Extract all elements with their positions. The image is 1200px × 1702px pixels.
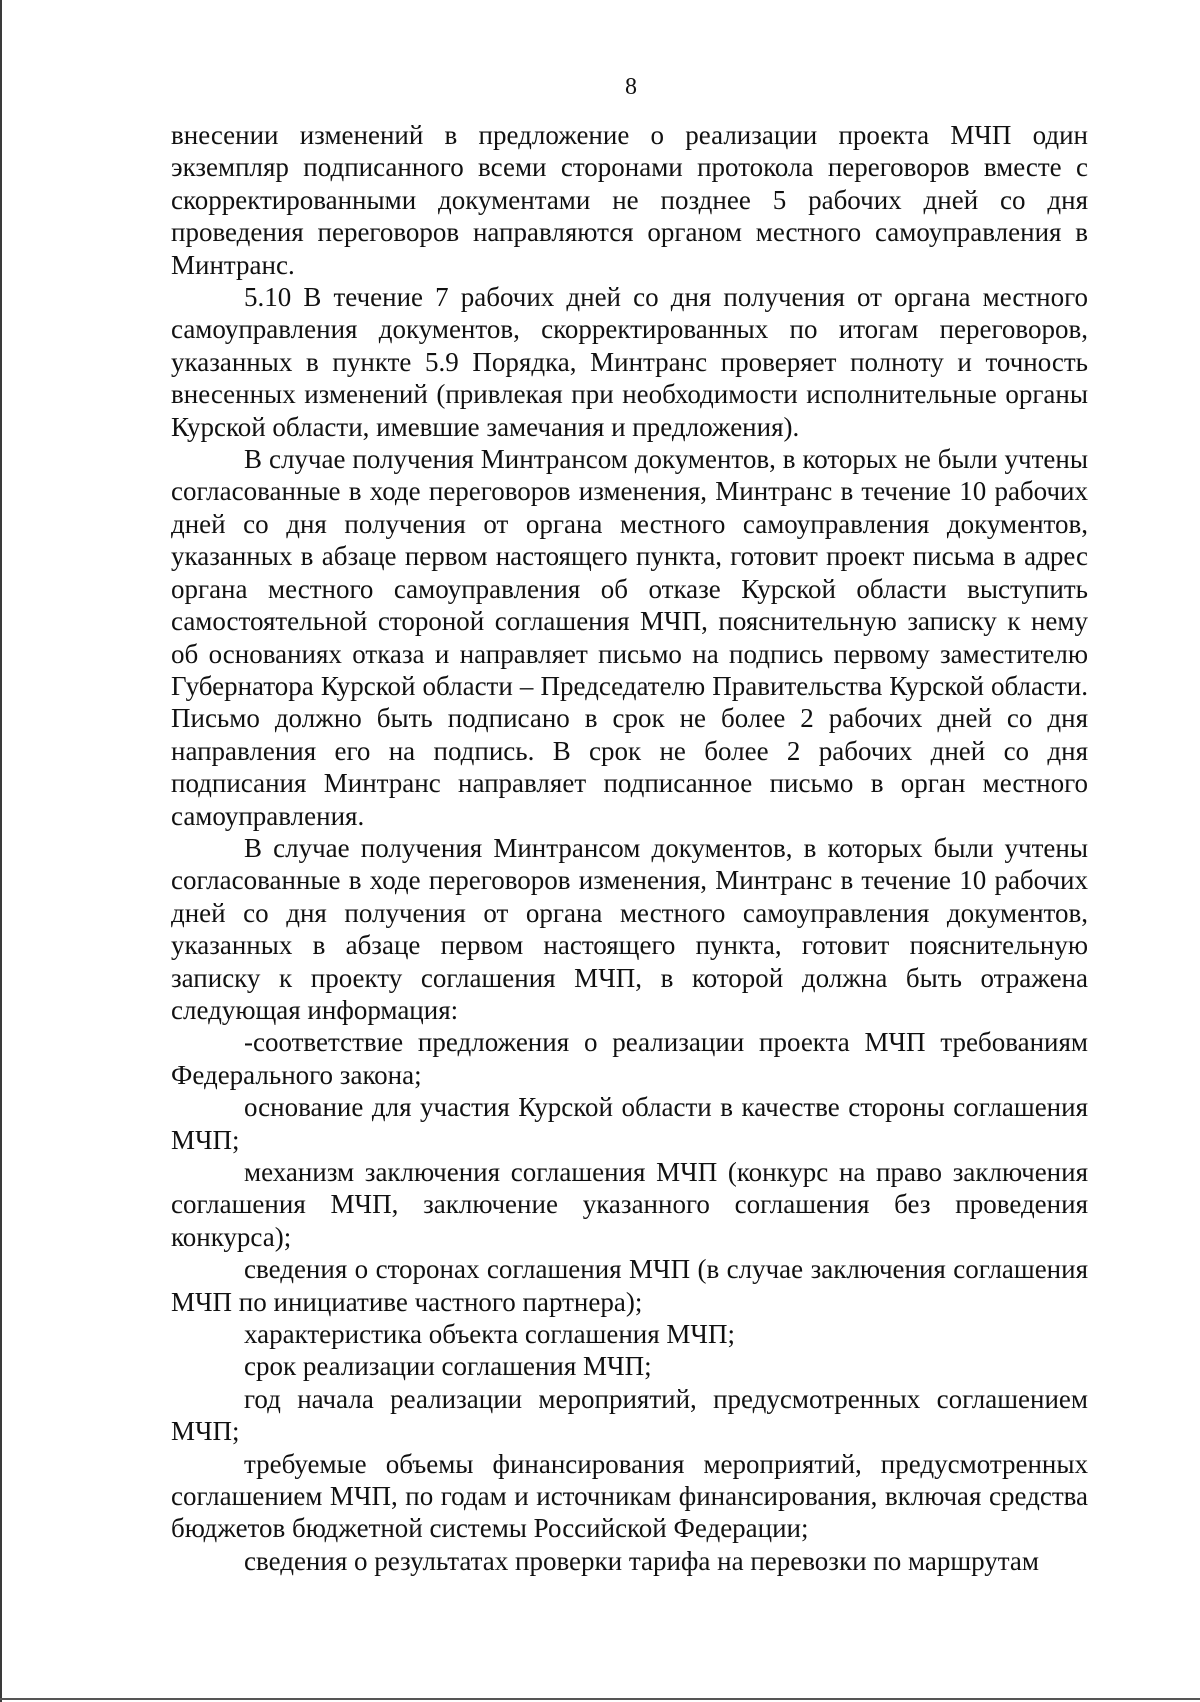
document-text — [171, 119, 1088, 1577]
list-item-term: срок реализации соглашения МЧП; — [244, 1351, 652, 1382]
paragraph-refusal-case: В случае получения Минтрансом документов, в которых не были учтены согласованные в ходе переговоров изменения, Минтранс в течение 10 рабочих дней со дня получения от органа местного самоуправления документов, указанных в абзаце первом настоящего пункта, готовит проект письма в адрес органа местного самоуправления об отказе Курской области выступить самостоятельной стороной соглашения МЧП, пояснительную записку к нему об основаниях отказа и направляет письмо на подпись первому заместителю Губернатора Курской области – Председателю Правительства Курской области. Письмо должно быть подписано в срок не более 2 рабочих дней со дня направления его на подпись. В срок не более 2 рабочих дней со дня подписания Минтранс направляет подписанное письмо в орган местного самоуправления. — [171, 444, 1088, 831]
paragraph-approval-case: В случае получения Минтрансом документов, в которых были учтены согласованные в ходе переговоров изменения, Минтранс в течение 10 рабочих дней со дня получения от органа местного самоуправления документов, указанных в абзаце первом настоящего пункта, готовит пояснительную записку к проекту соглашения МЧП, в которой должна быть отражена следующая информация: — [171, 832, 1088, 1025]
page-number: 8 — [625, 74, 637, 100]
paragraph-5-10: 5.10 В течение 7 рабочих дней со дня получения от органа местного самоуправления документов, скорректированных по итогам переговоров, указанных в пункте 5.9 Порядка, Минтранс проверяет полноту и точность внесенных изменений (привлекая при необходимости исполнительные органы Курской области, имевшие замечания и предложения). — [171, 282, 1088, 442]
paragraph-continuation: внесении изменений в предложение о реализации проекта МЧП один экземпляр подписанного всеми сторонами протокола переговоров вместе с скорректированными документами не позднее 5 рабочих дней со дня проведения переговоров направляются органом местного самоуправления в Минтранс. — [171, 120, 1088, 280]
list-item-tariff: сведения о результатах проверки тарифа на перевозки по маршрутам — [244, 1545, 1039, 1576]
list-item-financing: требуемые объемы финансирования мероприятий, предусмотренных соглашением МЧП, по годам и источникам финансирования, включая средства бюджетов бюджетной системы Российской Федерации; — [171, 1448, 1088, 1544]
list-item-object: характеристика объекта соглашения МЧП; — [244, 1319, 735, 1350]
list-item-basis: основание для участия Курской области в качестве стороны соглашения МЧП; — [171, 1092, 1088, 1155]
list-item-mechanism: механизм заключения соглашения МЧП (конкурс на право заключения соглашения МЧП, заключение указанного соглашения без проведения конкурса); — [171, 1157, 1088, 1252]
scan-edge-left — [0, 0, 2, 1702]
list-item-parties: сведения о сторонах соглашения МЧП (в случае заключения соглашения МЧП по инициативе частного партнера); — [171, 1254, 1088, 1317]
list-item-start-year: год начала реализации мероприятий, предусмотренных соглашением МЧП; — [171, 1383, 1088, 1447]
scan-edge-bottom — [0, 1698, 1200, 1700]
list-item-compliance: -соответствие предложения о реализации проекта МЧП требованиям Федерального закона; — [171, 1027, 1088, 1090]
